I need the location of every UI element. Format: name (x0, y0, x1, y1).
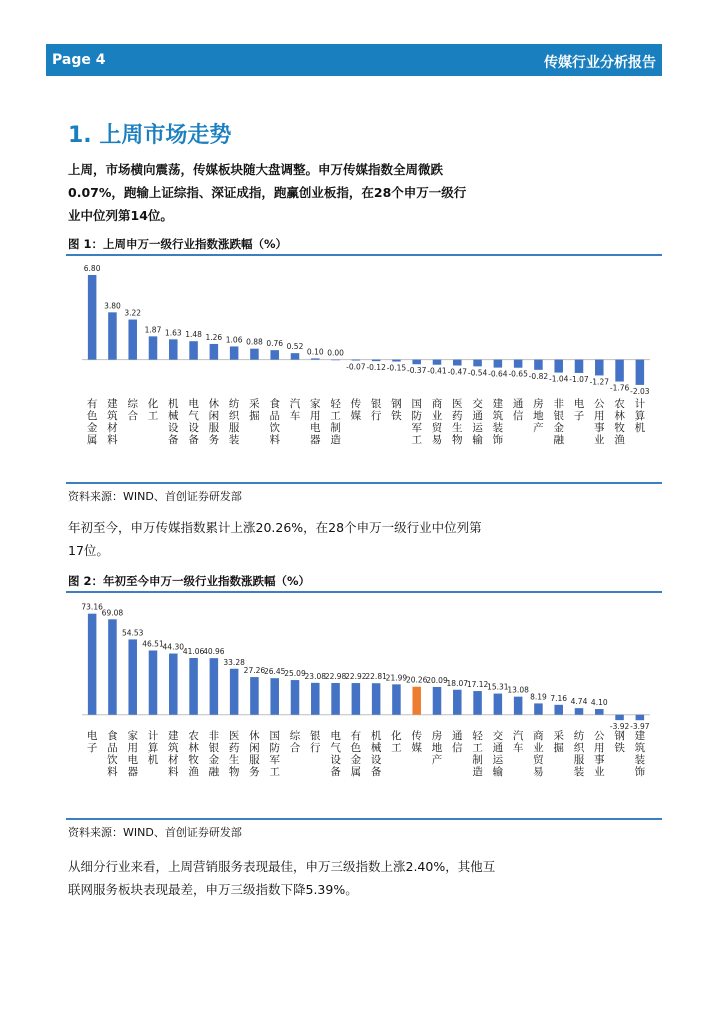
chart-1-bar (230, 346, 239, 359)
chart-1-bar (412, 360, 421, 365)
chart-1-category-label: 建筑装饰 (492, 398, 504, 446)
chart-1-value-label: -0.07 (346, 362, 366, 372)
chart-1-value-label: -1.07 (569, 374, 589, 384)
chart-1-category-label: 计算机 (634, 398, 646, 434)
chart-1-value-label: -2.03 (630, 386, 650, 396)
chart-1-bar (473, 360, 482, 367)
figure-1-source: 资料来源：WIND、首创证券研发部 (68, 490, 242, 503)
chart-1-category-label: 商业贸易 (431, 398, 443, 446)
chart-2-value-label: -3.92 (609, 722, 630, 732)
chart-2-value-label: 17.12 (466, 680, 489, 690)
chart-1-value-label: -0.64 (488, 369, 508, 379)
chart-1-bar (595, 360, 604, 376)
chart-2-value-label: -3.97 (630, 722, 650, 732)
chart-1-value-label: 0.88 (246, 337, 263, 347)
chart-1-category-label: 传媒 (350, 398, 362, 422)
chart-2-value-label: 46.51 (142, 639, 164, 649)
chart-2-value-label: 4.74 (570, 697, 588, 707)
chart-1-category-label: 农林牧渔 (614, 398, 625, 446)
summary-paragraph-3: 从细分行业来看，上周营销服务表现最佳，申万三级指数上涨2.40%，其他互联网服务板块表现最差，申万三级指数下降5.39%。 (68, 859, 496, 897)
chart-2-category-label: 汽车 (512, 730, 524, 754)
chart-2-category-label: 公用事业 (594, 730, 605, 778)
chart-2-bar (311, 683, 320, 715)
chart-2-category-label: 采掘 (553, 730, 564, 754)
chart-1-svg (66, 256, 662, 480)
chart-1-value-label: 1.26 (205, 332, 223, 342)
chart-2-value-label: 20.09 (426, 675, 448, 685)
chart-2-value-label: 4.10 (590, 698, 608, 708)
chart-2-category-label: 计算机 (147, 730, 159, 766)
chart-1-bar (514, 360, 523, 368)
chart-1-bar (392, 360, 401, 362)
chart-2-bar (88, 614, 97, 715)
chart-2-bar (473, 691, 482, 715)
chart-1-bar (352, 360, 361, 361)
chart-2-category-label: 农林牧渔 (188, 730, 199, 778)
chart-2-category-label: 机械设备 (370, 730, 382, 778)
chart-2-value-label: 18.07 (446, 678, 469, 688)
chart-1-value-label: 1.87 (144, 325, 162, 335)
chart-1-bar (128, 320, 137, 360)
chart-1-category-label: 建筑材料 (107, 398, 118, 446)
chart-2-value-label: 7.16 (550, 693, 568, 703)
chart-1-category-label: 公用事业 (594, 398, 605, 446)
report-name: 传媒行业分析报告 (544, 55, 656, 71)
chart-2-value-label: 44.30 (162, 642, 185, 652)
chart-2-bar (636, 715, 645, 720)
chart-2-category-label: 国防军工 (269, 730, 280, 778)
chart-1-bar (250, 349, 259, 360)
chart-2-category-label: 电气设备 (330, 730, 341, 778)
chart-1-value-label: 1.06 (225, 335, 243, 345)
figure-2-chart (66, 593, 662, 815)
chart-1-category-label: 汽车 (289, 398, 301, 422)
chart-1-category-label: 轻工制造 (330, 398, 341, 446)
chart-2-bar (352, 683, 361, 715)
chart-1-category-label: 银行 (370, 398, 382, 422)
chart-1-bar (291, 353, 300, 359)
chart-1-value-label: -0.54 (467, 368, 488, 378)
chart-2-value-label: 33.28 (223, 657, 245, 667)
chart-1-value-label: -0.41 (427, 366, 447, 376)
chart-2-value-label: 22.98 (324, 671, 347, 681)
chart-1-value-label: 0.00 (327, 348, 344, 358)
chart-2-value-label: 41.06 (182, 647, 205, 657)
chart-2-category-label: 食品饮料 (107, 730, 118, 778)
chart-1-bar (331, 360, 340, 361)
chart-2-bar (149, 650, 158, 714)
figure-1-chart (66, 256, 662, 480)
chart-1-category-label: 电子 (573, 398, 585, 422)
chart-1-bar (636, 360, 645, 385)
figure-2-bottom-rule (66, 818, 662, 820)
chart-2-bar (189, 658, 198, 715)
chart-2-category-label: 非银金融 (208, 730, 220, 778)
chart-2-value-label: 40.96 (203, 647, 225, 657)
chart-1-category-label: 综合 (127, 398, 138, 422)
chart-1-value-label: -0.12 (366, 363, 386, 373)
chart-1-value-label: -0.82 (528, 371, 549, 381)
chart-1-bar (615, 360, 624, 382)
chart-1-category-label: 医药生物 (452, 398, 463, 446)
chart-2-category-label: 家用电器 (127, 730, 138, 778)
chart-2-value-label: 15.31 (487, 682, 509, 692)
chart-2-bar (108, 619, 117, 714)
chart-1-category-label: 交通运输 (472, 398, 483, 446)
chart-2-category-label: 通信 (452, 730, 463, 754)
summary-paragraph-2: 年初至今，申万传媒指数累计上涨20.26%，在28个申万一级行业中位列第17位。 (68, 520, 482, 558)
chart-1-value-label: 0.52 (286, 342, 304, 352)
chart-1-bar (88, 275, 97, 360)
chart-1-bar (575, 360, 584, 373)
chart-1-category-label: 休闲服务 (208, 398, 220, 446)
chart-1-category-label: 有色金属 (86, 398, 98, 446)
chart-1-bar (494, 360, 503, 368)
chart-2-bar (534, 703, 543, 714)
chart-2-value-label: 22.92 (345, 672, 367, 682)
chart-2-value-label: 22.81 (365, 672, 387, 682)
chart-1-category-label: 非银金融 (553, 398, 564, 446)
section-title: 1. 上周市场走势 (68, 123, 232, 148)
chart-2-category-label: 房地产 (431, 730, 443, 766)
chart-1-value-label: -0.37 (407, 366, 427, 376)
chart-2-value-label: 69.08 (101, 608, 124, 618)
chart-1-value-label: -1.76 (609, 383, 630, 393)
chart-1-category-label: 钢铁 (391, 398, 402, 422)
report-header (46, 44, 662, 76)
chart-2-value-label: 27.26 (243, 666, 266, 676)
figure-1-title: 图 1：上周申万一级行业指数涨跌幅（%） (68, 237, 288, 251)
chart-1-category-label: 国防军工 (411, 398, 422, 446)
chart-2-bar (128, 639, 137, 714)
chart-2-bar (494, 694, 503, 715)
chart-2-category-label: 建筑装饰 (634, 730, 646, 778)
chart-1-bar (189, 341, 198, 359)
chart-2-category-label: 综合 (289, 730, 301, 754)
chart-2-bar (615, 715, 624, 720)
chart-1-value-label: 3.22 (124, 308, 142, 318)
chart-2-value-label: 8.19 (530, 692, 547, 702)
figure-2-title: 图 2：年初至今申万一级行业指数涨跌幅（%） (68, 574, 311, 588)
summary-paragraph-1: 上周，市场横向震荡，传媒板块随大盘调整。申万传媒指数全周微跌0.07%，跑输上证综指、深证成指，跑赢创业板指，在28个申万一级行业中位列第14位。 (68, 162, 467, 223)
chart-1-category-label: 化工 (147, 398, 159, 422)
chart-2-bar (412, 687, 421, 715)
chart-2-category-label: 商业贸易 (533, 730, 544, 778)
chart-2-bar (169, 654, 178, 715)
chart-2-value-label: 73.16 (81, 602, 103, 612)
chart-2-value-label: 21.99 (385, 673, 408, 683)
chart-1-value-label: 0.10 (306, 347, 324, 357)
chart-2-category-label: 银行 (310, 730, 321, 754)
chart-2-category-label: 轻工制造 (472, 730, 483, 778)
chart-2-bar (554, 705, 563, 715)
chart-1-value-label: -0.65 (508, 369, 528, 379)
chart-2-category-label: 医药生物 (228, 730, 240, 778)
chart-2-bar (392, 684, 401, 714)
chart-2-bar (250, 677, 259, 715)
chart-2-svg (66, 593, 662, 815)
chart-1-bar (311, 358, 320, 359)
chart-1-value-label: -1.27 (589, 377, 609, 387)
chart-1-category-label: 通信 (512, 398, 524, 422)
chart-2-value-label: 23.08 (304, 671, 327, 681)
chart-1-value-label: 6.80 (83, 263, 101, 273)
chart-2-bar (270, 678, 279, 715)
chart-2-bar (291, 680, 300, 715)
chart-1-value-label: -0.15 (386, 363, 407, 373)
chart-2-category-label: 钢铁 (614, 730, 625, 754)
chart-2-bar (372, 683, 381, 714)
chart-1-bar (372, 360, 381, 361)
chart-1-value-label: 1.48 (185, 330, 202, 340)
chart-2-value-label: 26.45 (263, 667, 286, 677)
chart-1-bar (108, 312, 117, 359)
chart-1-category-label: 电气设备 (188, 398, 199, 446)
chart-1-category-label: 家用电器 (310, 398, 321, 446)
chart-1-value-label: 0.76 (266, 339, 284, 349)
chart-1-category-label: 采掘 (249, 398, 260, 422)
chart-1-bar (534, 360, 543, 370)
chart-2-bar (514, 697, 523, 715)
chart-2-category-label: 交通运输 (492, 730, 504, 778)
chart-2-category-label: 纺织服装 (573, 730, 585, 778)
chart-2-category-label: 有色金属 (350, 730, 362, 778)
chart-1-category-label: 食品饮料 (269, 398, 280, 446)
chart-2-value-label: 54.53 (121, 628, 144, 638)
chart-1-bar (169, 339, 178, 359)
chart-1-bar (554, 360, 563, 373)
figure-1-bottom-rule (66, 482, 662, 484)
chart-2-bar (595, 709, 604, 715)
chart-2-value-label: 25.09 (284, 669, 306, 679)
chart-2-value-label: 20.26 (405, 675, 428, 685)
chart-1-category-label: 纺织服装 (228, 398, 240, 446)
chart-1-value-label: 3.80 (104, 301, 121, 311)
chart-2-category-label: 化工 (391, 730, 402, 754)
chart-2-bar (230, 669, 239, 715)
chart-2-bar (210, 658, 219, 715)
chart-2-value-label: 13.08 (507, 685, 529, 695)
chart-2-category-label: 建筑材料 (168, 730, 179, 778)
chart-1-bar (433, 360, 442, 365)
chart-1-value-label: -0.47 (447, 367, 467, 377)
chart-2-category-label: 传媒 (411, 730, 422, 754)
chart-1-value-label: 1.63 (164, 328, 182, 338)
chart-1-category-label: 房地产 (533, 398, 544, 434)
chart-1-bar (453, 360, 462, 366)
chart-1-value-label: -1.04 (549, 374, 569, 384)
chart-2-bar (575, 708, 584, 715)
chart-2-bar (453, 690, 462, 715)
chart-1-bar (270, 350, 279, 359)
chart-1-bar (210, 344, 219, 360)
chart-2-bar (331, 683, 340, 715)
chart-1-category-label: 机械设备 (168, 398, 179, 446)
figure-2-source: 资料来源：WIND、首创证券研发部 (68, 826, 242, 839)
chart-2-category-label: 休闲服务 (249, 730, 260, 778)
chart-2-bar (433, 687, 442, 715)
chart-2-category-label: 电子 (86, 730, 98, 754)
page-number: Page 4 (52, 52, 106, 68)
chart-1-bar (149, 336, 158, 359)
